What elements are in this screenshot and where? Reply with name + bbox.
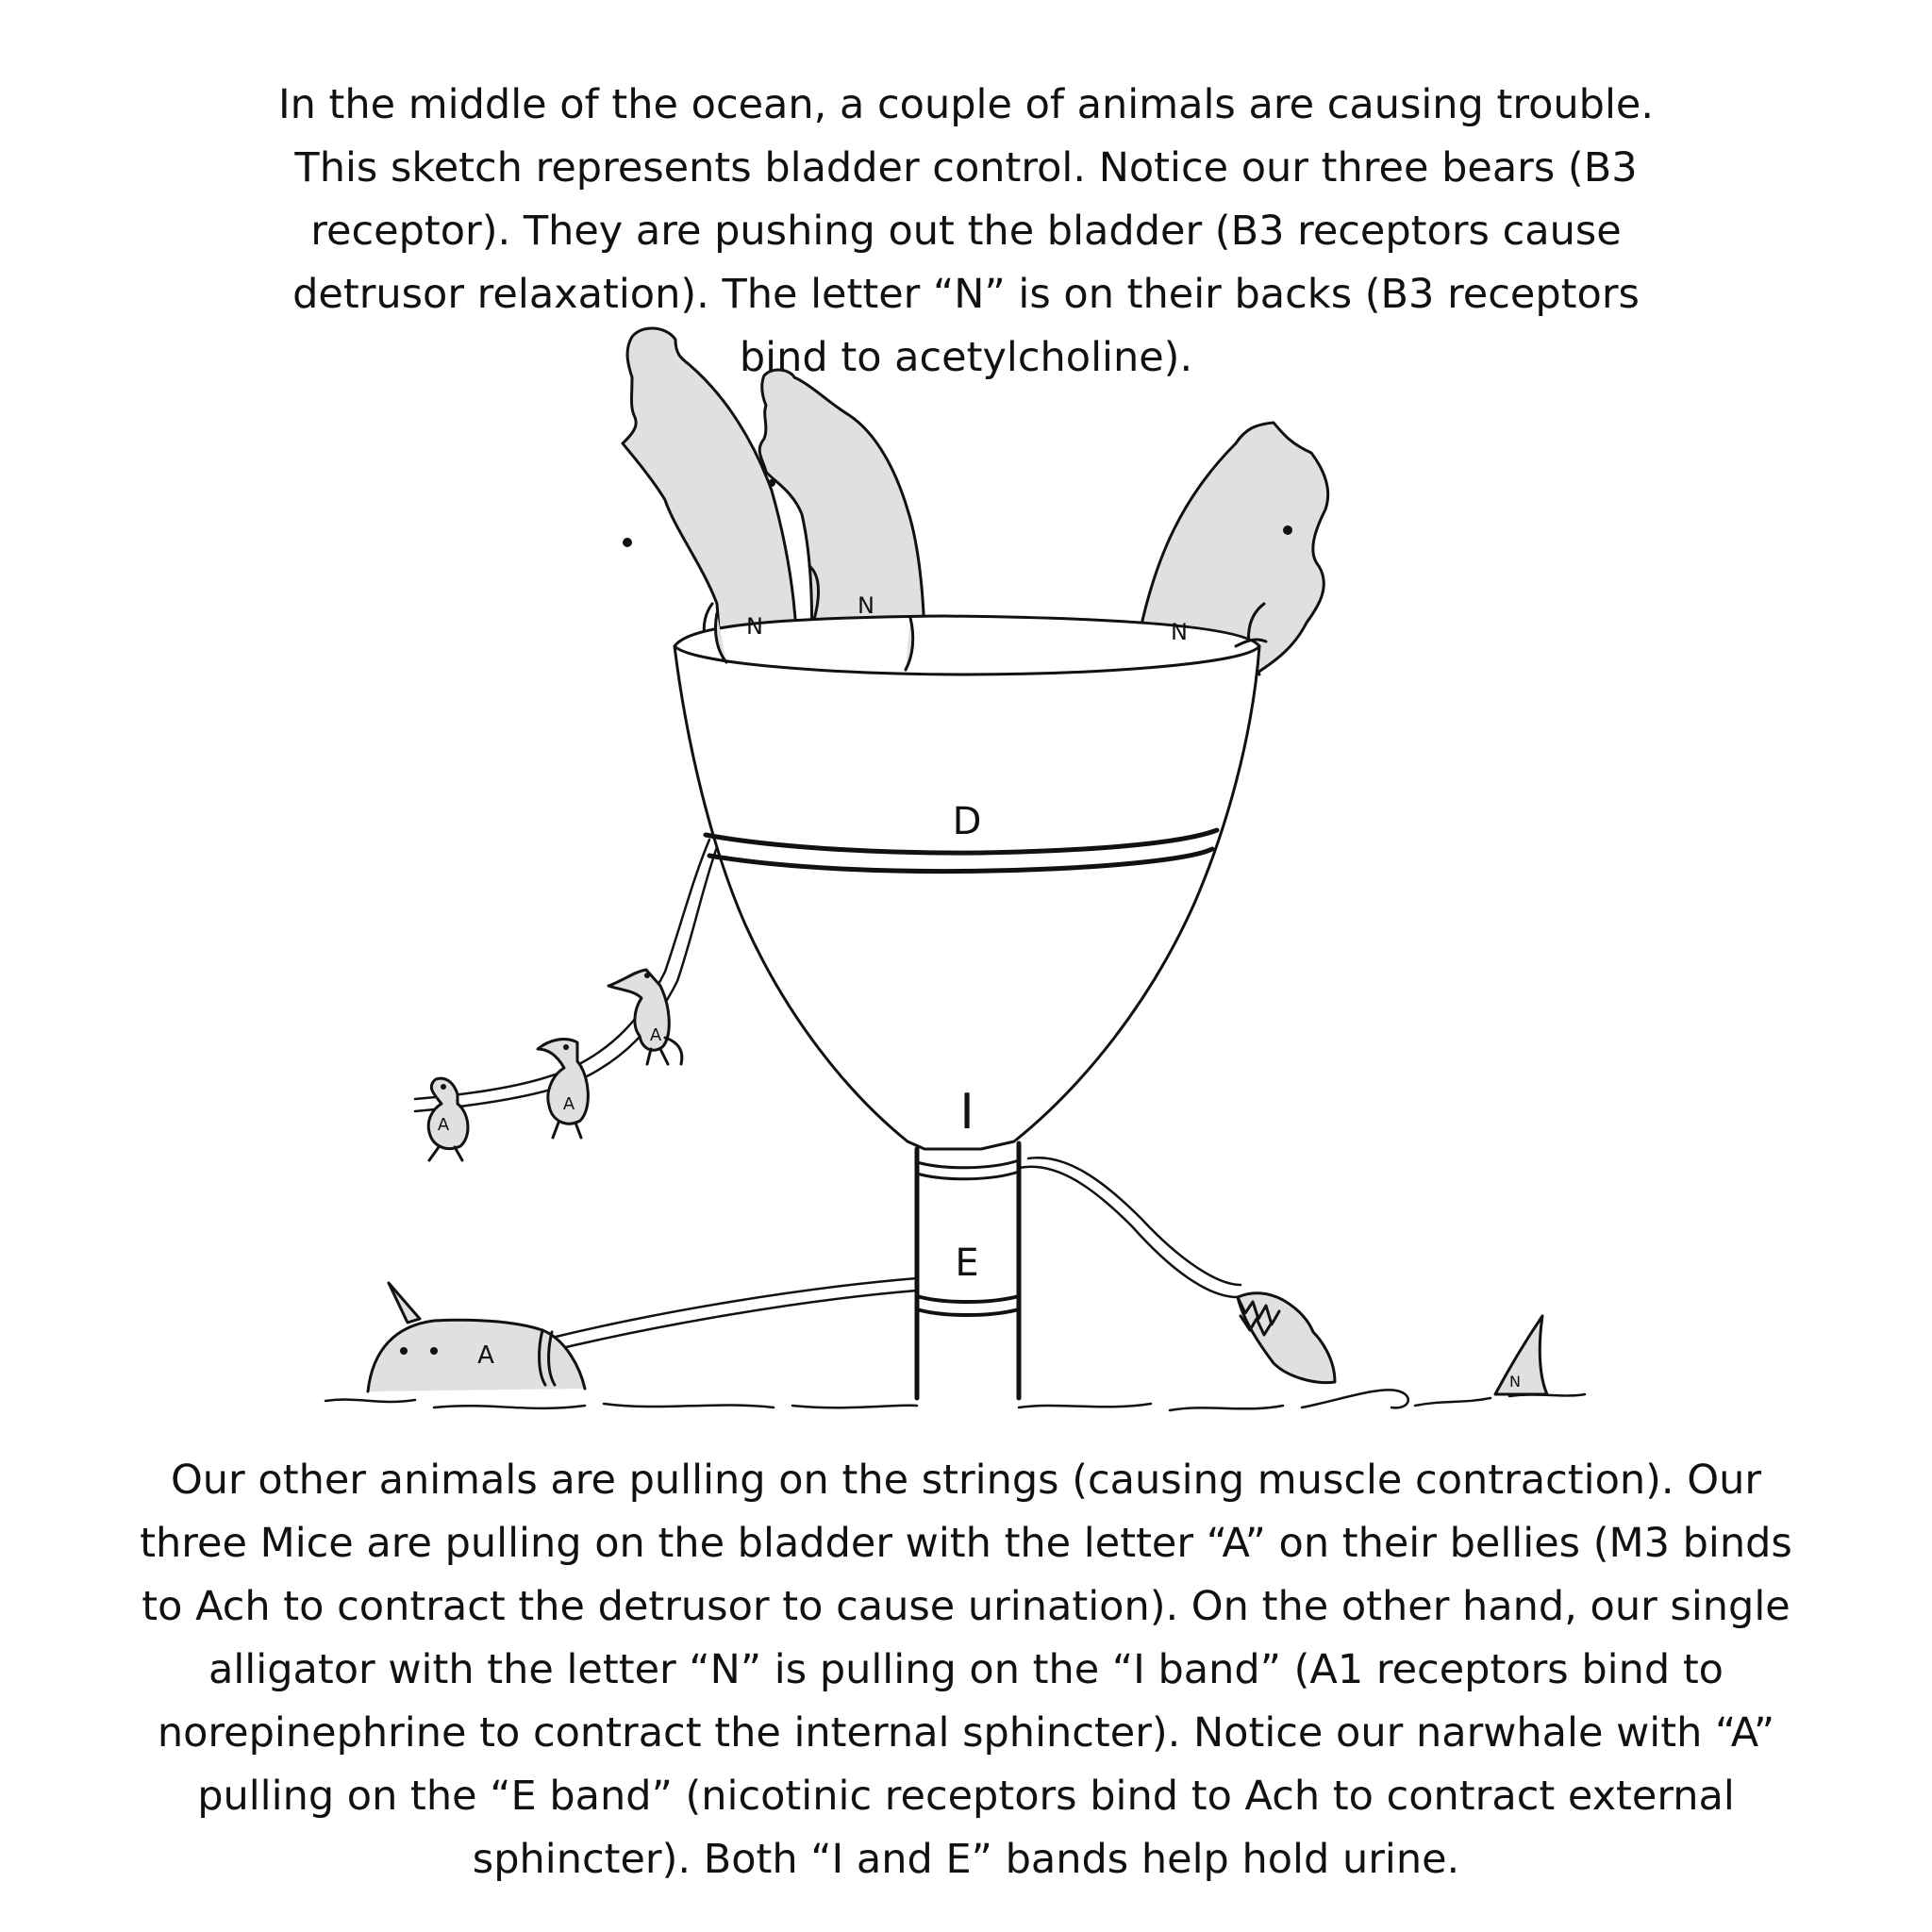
bottom-caption — [0, 1449, 1932, 1891]
caption-line: Our other animals are pulling on the strings (causing muscle contraction). Our — [170, 1457, 1762, 1504]
mouse-3-letter: A — [437, 1115, 450, 1135]
caption-line: three Mice are pulling on the bladder with the letter “A” on their bellies (M3 binds — [140, 1520, 1792, 1567]
caption-line: sphincter). Both “I and E” bands help hold urine. — [472, 1836, 1460, 1883]
bear-middle-letter: N — [858, 592, 874, 619]
mouse-2-letter: A — [562, 1094, 575, 1114]
mouse-1 — [608, 970, 682, 1064]
narwhal-letter: A — [477, 1341, 494, 1370]
narwhal — [368, 1283, 585, 1391]
external-sphincter-label: E — [955, 1241, 979, 1285]
mouse-1-letter: A — [649, 1025, 662, 1045]
alligator-letter: N — [1509, 1373, 1521, 1391]
caption-line: alligator with the letter “N” is pulling on the “I band” (A1 receptors bind to — [208, 1646, 1724, 1693]
caption-line: bind to acetylcholine). — [739, 334, 1193, 381]
bear-left-letter: N — [746, 613, 763, 640]
mouse-2 — [538, 1039, 588, 1138]
narwhal-string — [552, 1278, 917, 1338]
caption-line: This sketch represents bladder control. Notice our three bears (B3 — [294, 144, 1638, 192]
alligator-string — [1019, 1167, 1238, 1297]
internal-sphincter-label: I — [959, 1084, 974, 1141]
shark-fin — [1495, 1316, 1547, 1394]
caption-line: detrusor relaxation). The letter “N” is on their backs (B3 receptors — [292, 271, 1640, 318]
caption-line: norepinephrine to contract the internal sphincter). Notice our narwhale with “A” — [157, 1709, 1775, 1757]
bear-right-letter: N — [1171, 619, 1188, 645]
detrusor-label: D — [952, 800, 982, 843]
caption-line: pulling on the “E band” (nicotinic receptors bind to Ach to contract external — [197, 1773, 1735, 1820]
alligator — [1238, 1293, 1335, 1383]
bladder-cup — [675, 646, 1259, 1149]
caption-line: to Ach to contract the detrusor to cause urination). On the other hand, our single — [142, 1583, 1790, 1630]
caption-line: receptor). They are pushing out the bladder (B3 receptors cause — [310, 208, 1622, 255]
ocean-waves — [325, 1390, 1585, 1410]
caption-line: In the middle of the ocean, a couple of animals are causing trouble. — [277, 81, 1655, 128]
